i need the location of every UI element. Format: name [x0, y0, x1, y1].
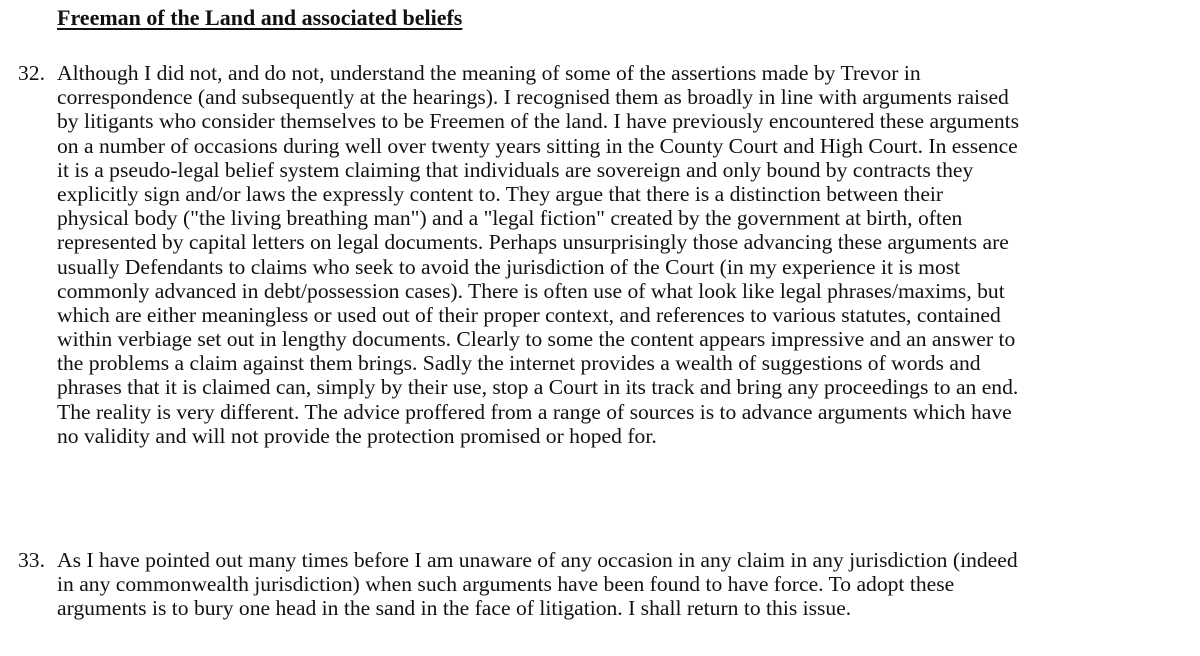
text-line: no validity and will not provide the protection promised or hoped for. [57, 423, 657, 448]
text-line: in any commonwealth jurisdiction) when such arguments have been found to have force. To adopt these [57, 572, 955, 597]
text-line: physical body ("the living breathing man") and a "legal fiction" created by the government at birth, often [57, 206, 963, 231]
text-line: by litigants who consider themselves to be Freemen of the land. I have previously encountered these arguments [57, 109, 1020, 134]
text-line: it is a pseudo-legal belief system claiming that individuals are sovereign and only bound by contracts they [57, 157, 974, 182]
text-line: which are either meaningless or used out of their proper context, and references to various statutes, contained [57, 302, 1001, 327]
text-line: usually Defendants to claims who seek to avoid the jurisdiction of the Court (in my experience it is most [57, 254, 961, 279]
text-line: As I have pointed out many times before I am unaware of any occasion in any claim in any jurisdiction (indeed [57, 548, 1018, 572]
text-line: correspondence (and subsequently at the hearings). I recognised them as broadly in line with arguments raised [57, 85, 1009, 110]
text-line: the problems a claim against them brings. Sadly the internet provides a wealth of suggestions of words and [57, 351, 981, 376]
text-line: arguments is to bury one head in the sand in the face of litigation. I shall return to this issue. [57, 596, 852, 621]
text-line: commonly advanced in debt/possession cases). There is often use of what look like legal phrases/maxims, but [57, 278, 1005, 303]
text-line: Although I did not, and do not, understand the meaning of some of the assertions made by Trevor in [57, 61, 921, 85]
paragraph-number: 33. [18, 548, 45, 572]
text-line: within verbiage set out in lengthy documents. Clearly to some the content appears impressive and an answer to [57, 327, 1016, 352]
text-line: phrases that it is claimed can, simply by their use, stop a Court in its track and bring any proceedings to an end. [57, 375, 1019, 400]
text-line: represented by capital letters on legal documents. Perhaps unsurprisingly those advancing these arguments are [57, 230, 1009, 255]
text-line: on a number of occasions during well over twenty years sitting in the County Court and High Court. In essence [57, 133, 1018, 158]
paragraph-text [57, 548, 1018, 621]
paragraph-number: 32. [18, 61, 45, 85]
text-line: explicitly sign and/or laws the expressly content to. They argue that there is a distinction between their [57, 181, 944, 206]
text-line: The reality is very different. The advice proffered from a range of sources is to advance arguments which have [57, 399, 1012, 424]
paragraph-text [57, 61, 1019, 448]
section-heading: Freeman of the Land and associated beliefs [57, 5, 463, 30]
